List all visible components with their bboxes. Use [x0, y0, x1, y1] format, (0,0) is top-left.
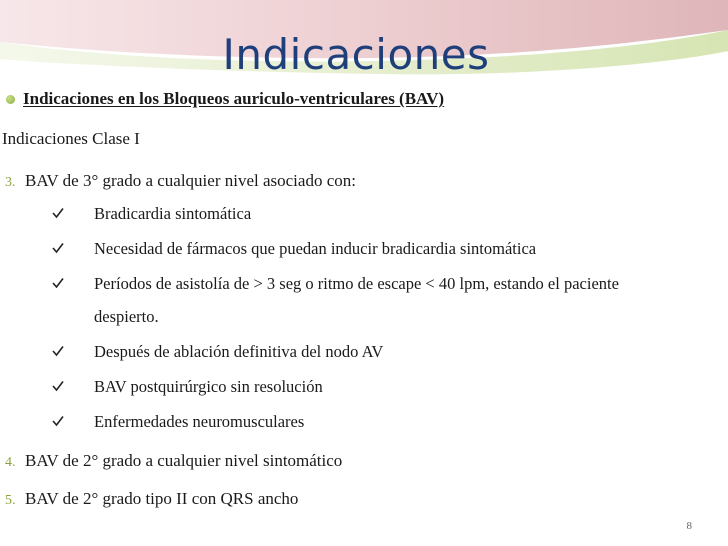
item-text: BAV de 3° grado a cualquier nivel asociado con: — [25, 171, 356, 190]
list-item — [2, 489, 298, 509]
checkmark-icon — [52, 207, 64, 219]
item-number: 4. — [5, 455, 16, 470]
subitem-continuation: despierto. — [94, 307, 159, 326]
list-item — [2, 451, 342, 471]
subitem: Enfermedades neuromusculares — [94, 412, 305, 431]
subitem: Después de ablación definitiva del nodo AV — [94, 342, 384, 361]
item-number: 3. — [5, 175, 16, 190]
item-text: BAV de 2° grado tipo II con QRS ancho — [25, 489, 299, 508]
class-label: Indicaciones Clase I — [2, 129, 140, 148]
item-number: 5. — [5, 493, 16, 508]
section-heading-text: Indicaciones en los Bloqueos auriculo-ventriculares (BAV) — [23, 89, 445, 108]
bullet-icon — [6, 95, 15, 104]
subitem: Bradicardia sintomática — [94, 204, 252, 223]
slide-title: Indicaciones — [222, 30, 490, 79]
checkmark-icon — [52, 242, 64, 254]
checkmark-icon — [52, 415, 64, 427]
item-text: BAV de 2° grado a cualquier nivel sintomático — [25, 451, 343, 470]
checkmark-icon — [52, 345, 64, 357]
subitem: Necesidad de fármacos que puedan inducir bradicardia sintomática — [94, 239, 537, 258]
checkmark-icon — [52, 277, 64, 289]
page-number: 8 — [686, 520, 692, 532]
subitem: BAV postquirúrgico sin resolución — [94, 377, 323, 396]
section-heading — [2, 89, 444, 109]
checkmark-icon — [52, 380, 64, 392]
subitem: Períodos de asistolía de > 3 seg o ritmo de escape < 40 lpm, estando el paciente — [94, 274, 619, 293]
list-item — [2, 171, 356, 191]
